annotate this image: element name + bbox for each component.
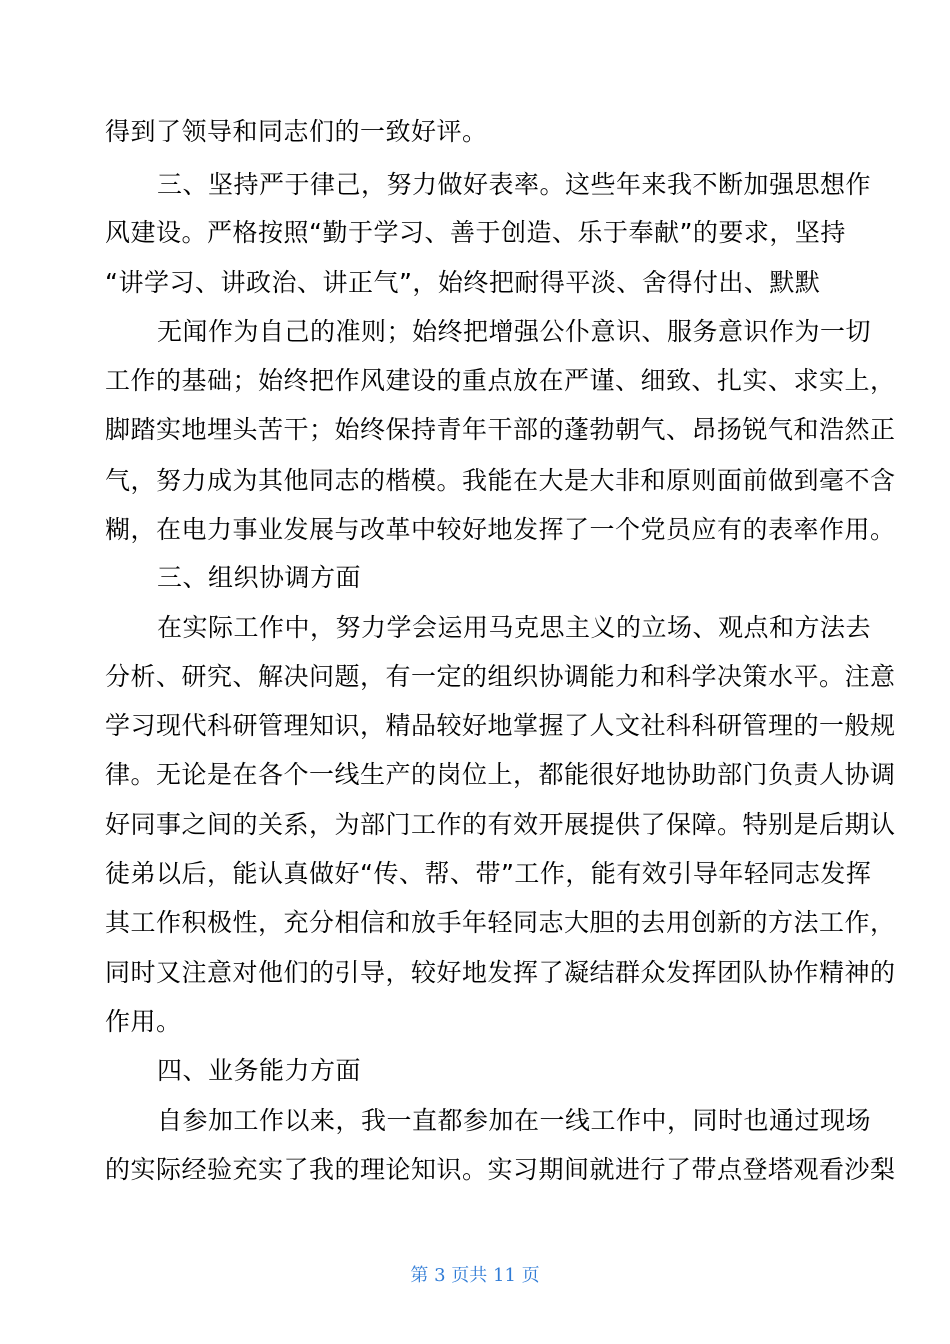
text-line: 其工作积极性，充分相信和放手年轻同志大胆的去用创新的方法工作， [105,908,896,937]
text-line: 在实际工作中，努力学会运用马克思主义的立场、观点和方法去 [157,613,872,642]
text-line: “讲学习、讲政治、讲正气”，始终把耐得平淡、舍得付出、默默 [105,268,821,297]
section-heading: 四、业务能力方面 [157,1056,362,1085]
text-line: 分析、研究、解决问题，有一定的组织协调能力和科学决策水平。注意 [105,662,896,691]
text-line: 气，努力成为其他同志的楷模。我能在大是大非和原则面前做到毫不含 [105,466,896,495]
text-line: 同时又注意对他们的引导，较好地发挥了凝结群众发挥团队协作精神的 [105,958,896,987]
text-line: 作用。 [105,1007,182,1036]
text-line: 好同事之间的关系，为部门工作的有效开展提供了保障。特别是后期认 [105,810,896,839]
text-line: 律。无论是在各个一线生产的岗位上，都能很好地协助部门负责人协调 [105,760,896,789]
text-line: 徒弟以后，能认真做好“传、帮、带”工作，能有效引导年轻同志发挥 [105,859,872,888]
text-line: 学习现代科研管理知识，精品较好地掌握了人文社科科研管理的一般规 [105,711,896,740]
text-line: 糊，在电力事业发展与改革中较好地发挥了一个党员应有的表率作用。 [105,515,896,544]
section-heading: 三、组织协调方面 [157,563,362,592]
page-number-footer: 第 3 页共 11 页 [410,1265,540,1286]
text-line: 的实际经验充实了我的理论知识。实习期间就进行了带点登塔观看沙梨 [105,1155,896,1184]
text-line: 得到了领导和同志们的一致好评。 [105,117,488,146]
text-line: 风建设。严格按照“勤于学习、善于创造、乐于奉献”的要求，坚持 [105,218,846,247]
text-line: 自参加工作以来，我一直都参加在一线工作中，同时也通过现场 [157,1106,872,1135]
text-line: 无闻作为自己的准则；始终把增强公仆意识、服务意识作为一切 [157,317,872,346]
text-line: 三、坚持严于律己，努力做好表率。这些年来我不断加强思想作 [157,170,872,199]
text-line: 脚踏实地埋头苦干；始终保持青年干部的蓬勃朝气、昂扬锐气和浩然正 [105,415,896,444]
text-line: 工作的基础；始终把作风建设的重点放在严谨、细致、扎实、求实上， [105,366,896,395]
